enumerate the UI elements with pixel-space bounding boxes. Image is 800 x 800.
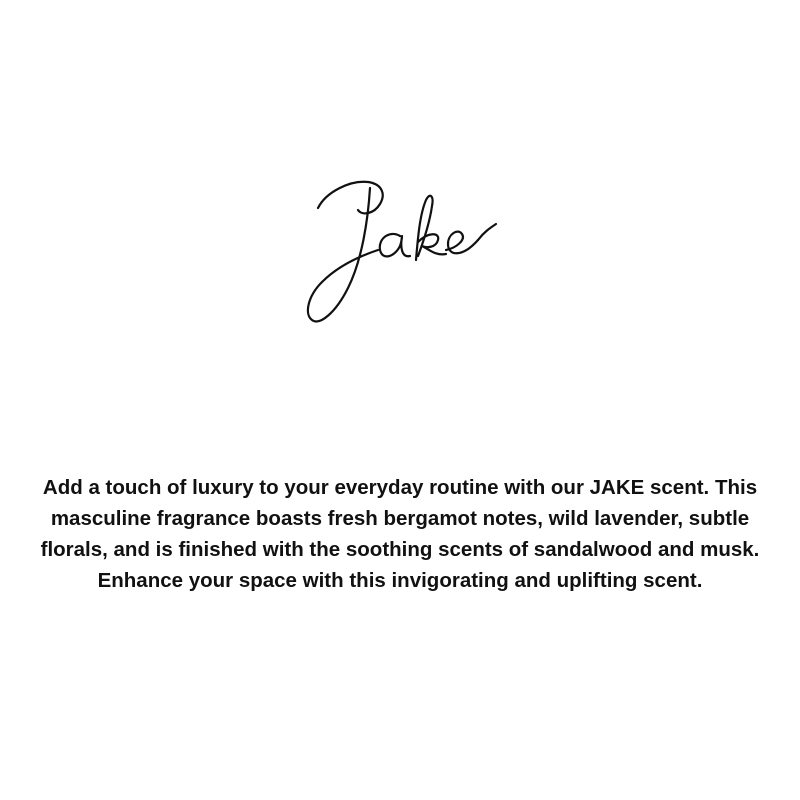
- title-text: [290, 340, 291, 341]
- product-description: Add a touch of luxury to your everyday routine with our JAKE scent. This masculine fragrance boasts fresh bergamot notes, wild lavender, subtle florals, and is finished with the soothing scents of sandalwood and musk. Enhance your space with this invigorating and uplifting scent.: [40, 476, 760, 592]
- script-title: [290, 170, 510, 340]
- script-title-lettering: [290, 170, 510, 340]
